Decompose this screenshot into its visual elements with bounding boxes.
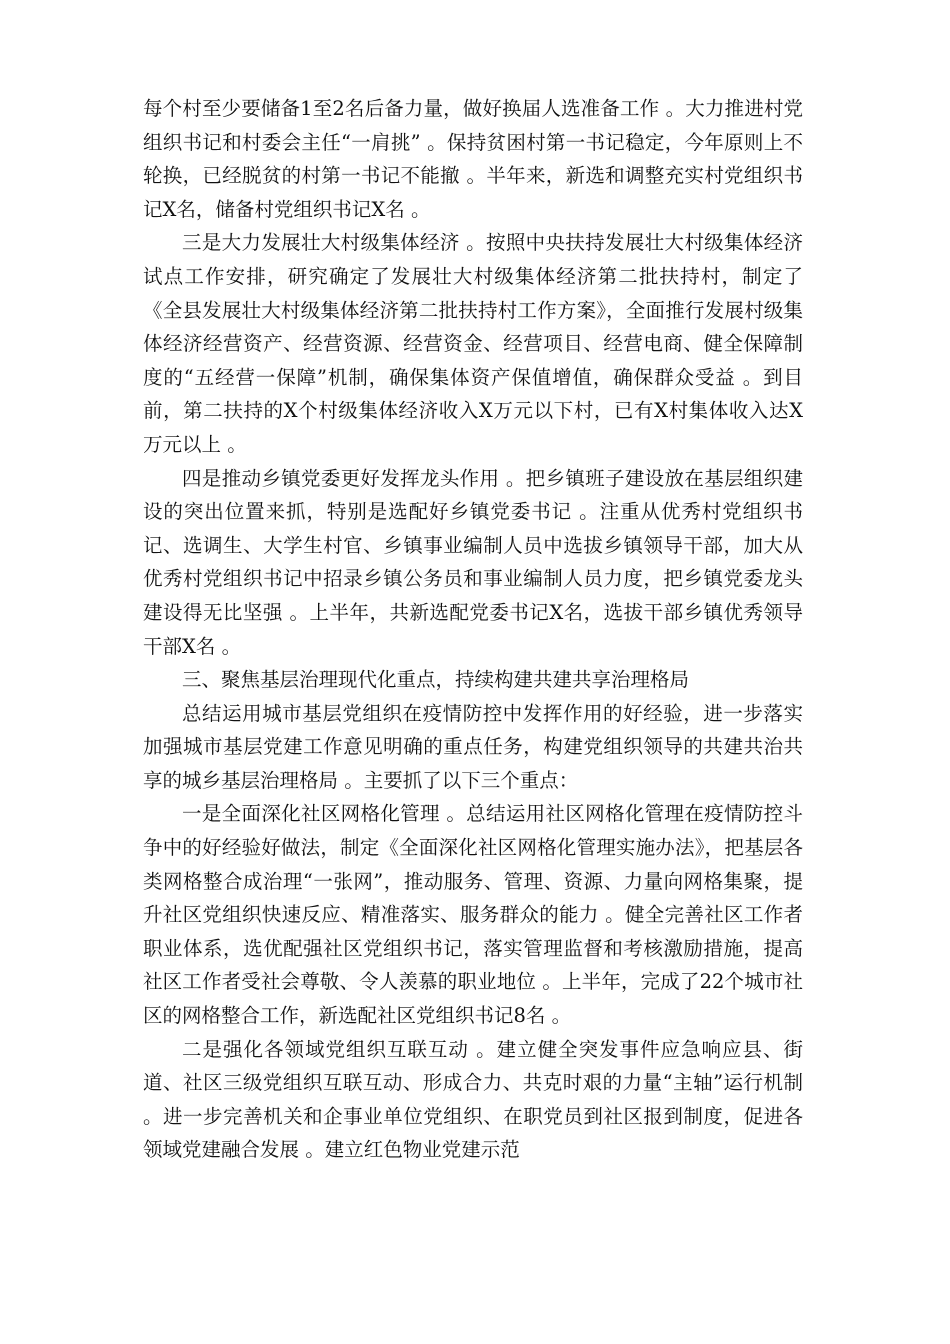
section-heading-grassroots-governance: 三、聚焦基层治理现代化重点，持续构建共建共享治理格局 <box>182 668 690 692</box>
paragraph-collective-economy: 三是大力发展壮大村级集体经济 。按照中央扶持发展壮大村级集体经济试点工作安排，研究确定了发展壮大村级集体经济第二批扶持村，制定了《全县发展壮大村级集体经济第二批扶持村工作方案》，全面推行发展村级集体经济经营资产、经营资源、经营资金、经营项目、经营电商、健全保障制度的“五经营一保障”机制，确保集体资产保值增值，确保群众受益 。到目前，第二扶持的X个村级集体经济收入X万元以下村，已有X村集体收入达X万元以上 。 <box>143 231 803 456</box>
paragraph-township-party-committee: 四是推动乡镇党委更好发挥龙头作用 。把乡镇班子建设放在基层组织建设的突出位置来抓，特别是选配好乡镇党委书记 。注重从优秀村党组织书记、选调生、大学生村官、乡镇事业编制人员中选拔乡镇领导干部，加大从优秀村党组织书记中招录乡镇公务员和事业编制人员力度，把乡镇党委龙头建设得无比坚强 。上半年，共新选配党委书记X名，选拔干部乡镇优秀领导干部X名 。 <box>143 466 803 658</box>
document-body <box>143 92 803 1167</box>
paragraph-community-grid-management: 一是全面深化社区网格化管理 。总结运用社区网格化管理在疫情防控斗争中的好经验好做法，制定《全面深化社区网格化管理实施办法》，把基层各类网格整合成治理“一张网”，推动服务、管理、资源、力量向网格集聚，提升社区党组织快速反应、精准落实、服务群众的能力 。健全完善社区工作者职业体系，选优配强社区党组织书记，落实管理监督和考核激励措施，提高社区工作者受社会尊敬、令人羡慕的职业地位 。上半年，完成了22个城市社区的网格整合工作，新选配社区党组织书记8名 。 <box>143 802 803 1028</box>
paragraph-village-reserve: 每个村至少要储备1至2名后备力量，做好换届人选准备工作 。大力推进村党组织书记和村委会主任“一肩挑” 。保持贫困村第一书记稳定，今年原则上不轮换，已经脱贫的村第一书记不能撤 。半年来，新选和调整充实村党组织书记X名，储备村党组织书记X名 。 <box>143 97 803 221</box>
paragraph-governance-summary: 总结运用城市基层党组织在疫情防控中发挥作用的好经验，进一步落实加强城市基层党建工作意见明确的重点任务，构建党组织领导的共建共治共享的城乡基层治理格局 。主要抓了以下三个重点： <box>143 701 803 792</box>
paragraph-party-organization-interaction: 二是强化各领域党组织互联互动 。建立健全突发事件应急响应县、街道、社区三级党组织互联互动、形成合力、共克时艰的力量“主轴”运行机制 。进一步完善机关和企事业单位党组织、在职党员到社区报到制度，促进各领域党建融合发展 。建立红色物业党建示范 <box>143 1037 803 1162</box>
